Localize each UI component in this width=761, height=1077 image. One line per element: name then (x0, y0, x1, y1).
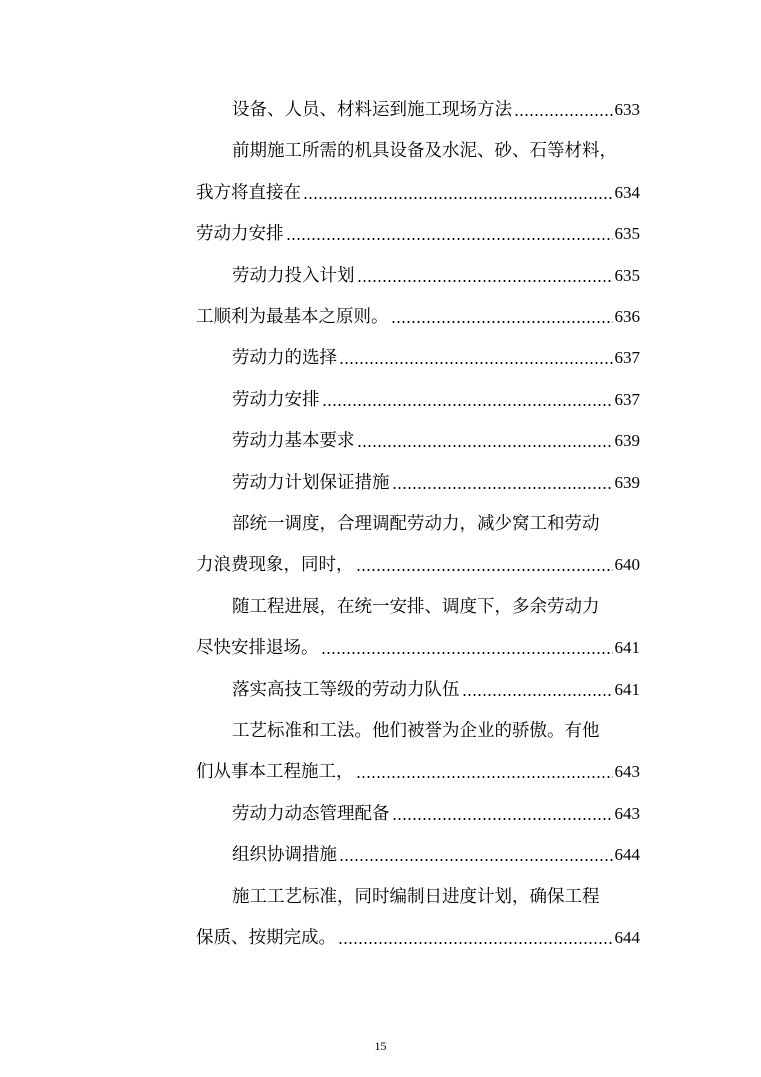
toc-entry[interactable] (196, 221, 640, 247)
dot-leader (357, 279, 613, 283)
toc-entry[interactable] (232, 428, 640, 454)
toc-entry-text: 部统一调度，合理调配劳动力，减少窝工和劳动 (232, 514, 600, 534)
toc-entry-page: 635 (614, 224, 640, 244)
toc-entry[interactable] (232, 884, 640, 910)
toc-entry-page: 639 (614, 472, 640, 492)
toc-entry[interactable] (232, 97, 640, 123)
toc-entry-page: 639 (614, 431, 640, 451)
toc-entry-text: 劳动力安排 (232, 389, 320, 410)
toc-entry-page: 643 (614, 803, 640, 823)
dot-leader (391, 320, 613, 324)
toc-entry[interactable] (196, 180, 640, 206)
dot-leader (462, 693, 613, 697)
toc-entry-page: 637 (614, 389, 640, 409)
toc-entry[interactable] (196, 304, 640, 330)
dot-leader (321, 651, 613, 655)
toc-entry-text: 保质、按期完成。 (196, 928, 336, 948)
toc-entry[interactable] (232, 718, 640, 744)
toc-entry-text: 施工工艺标准，同时编制日进度计划，确保工程 (232, 886, 600, 907)
toc-entry[interactable] (196, 552, 640, 578)
toc-entry-text: 力浪费现象，同时， (196, 555, 354, 576)
toc-entry-page: 637 (614, 348, 640, 368)
dot-leader (322, 403, 613, 407)
dot-leader (338, 941, 613, 945)
dot-leader (303, 196, 613, 200)
toc-entry-text: 前期施工所需的机具设备及水泥、砂、石等材料， (232, 141, 617, 162)
toc-entry[interactable] (232, 387, 640, 413)
toc-entry-text: 我方将直接在 (196, 182, 301, 203)
toc-entry[interactable] (232, 263, 640, 289)
toc-entry-page: 636 (614, 307, 640, 326)
toc-entry-text: 尽快安排退场。 (196, 638, 319, 659)
toc-entry-text: 劳动力投入计划 (232, 265, 355, 286)
toc-entry-page: 644 (614, 845, 640, 865)
toc-entry-text: 们从事本工程施工， (196, 762, 354, 783)
toc-entry-page: 635 (614, 265, 640, 285)
toc-entry[interactable] (232, 345, 640, 371)
dot-leader (356, 568, 613, 572)
toc-entry-text: 组织协调措施 (232, 845, 337, 866)
toc-entry-text: 工顺利为最基本之原则。 (196, 307, 389, 327)
toc-entry-page: 641 (614, 638, 640, 658)
toc-entry[interactable] (232, 801, 640, 827)
dot-leader (514, 113, 613, 117)
toc-entry[interactable] (232, 594, 640, 620)
toc-entry-page: 633 (614, 100, 640, 119)
toc-entry-text: 劳动力安排 (196, 224, 284, 245)
toc-entry-text: 劳动力动态管理配备 (232, 803, 390, 824)
toc-entry[interactable] (196, 925, 640, 951)
dot-leader (357, 444, 613, 448)
toc-entry-text: 设备、人员、材料运到施工现场方法 (232, 100, 512, 120)
toc-entry-text: 落实高技工等级的劳动力队伍 (232, 679, 460, 700)
toc-entry-text: 劳动力基本要求 (232, 431, 355, 452)
dot-leader (356, 775, 613, 779)
toc-entry-text: 随工程进展，在统一安排、调度下，多余劳动力 (232, 596, 600, 617)
toc-entry[interactable] (232, 138, 640, 164)
dot-leader (339, 361, 613, 365)
toc-entry-text: 劳动力的选择 (232, 348, 337, 369)
toc-entry-page: 634 (614, 182, 640, 202)
toc-entry-page: 641 (614, 679, 640, 699)
toc-entry[interactable] (232, 470, 640, 496)
toc-entry-page: 640 (614, 555, 640, 575)
dot-leader (286, 237, 613, 241)
page-number: 15 (374, 1039, 387, 1053)
toc-entry-text: 劳动力计划保证措施 (232, 472, 390, 493)
toc-entry[interactable] (196, 759, 640, 785)
toc-entry[interactable] (196, 635, 640, 661)
toc-entry[interactable] (232, 677, 640, 703)
dot-leader (339, 858, 613, 862)
toc-entry-text: 工艺标准和工法。他们被誉为企业的骄傲。有他 (232, 721, 600, 741)
toc-entry-page: 644 (614, 928, 640, 947)
toc-entry[interactable] (232, 511, 640, 537)
toc-entry[interactable] (232, 842, 640, 868)
toc-entry-page: 643 (614, 762, 640, 782)
dot-leader (392, 486, 613, 490)
dot-leader (392, 817, 613, 821)
